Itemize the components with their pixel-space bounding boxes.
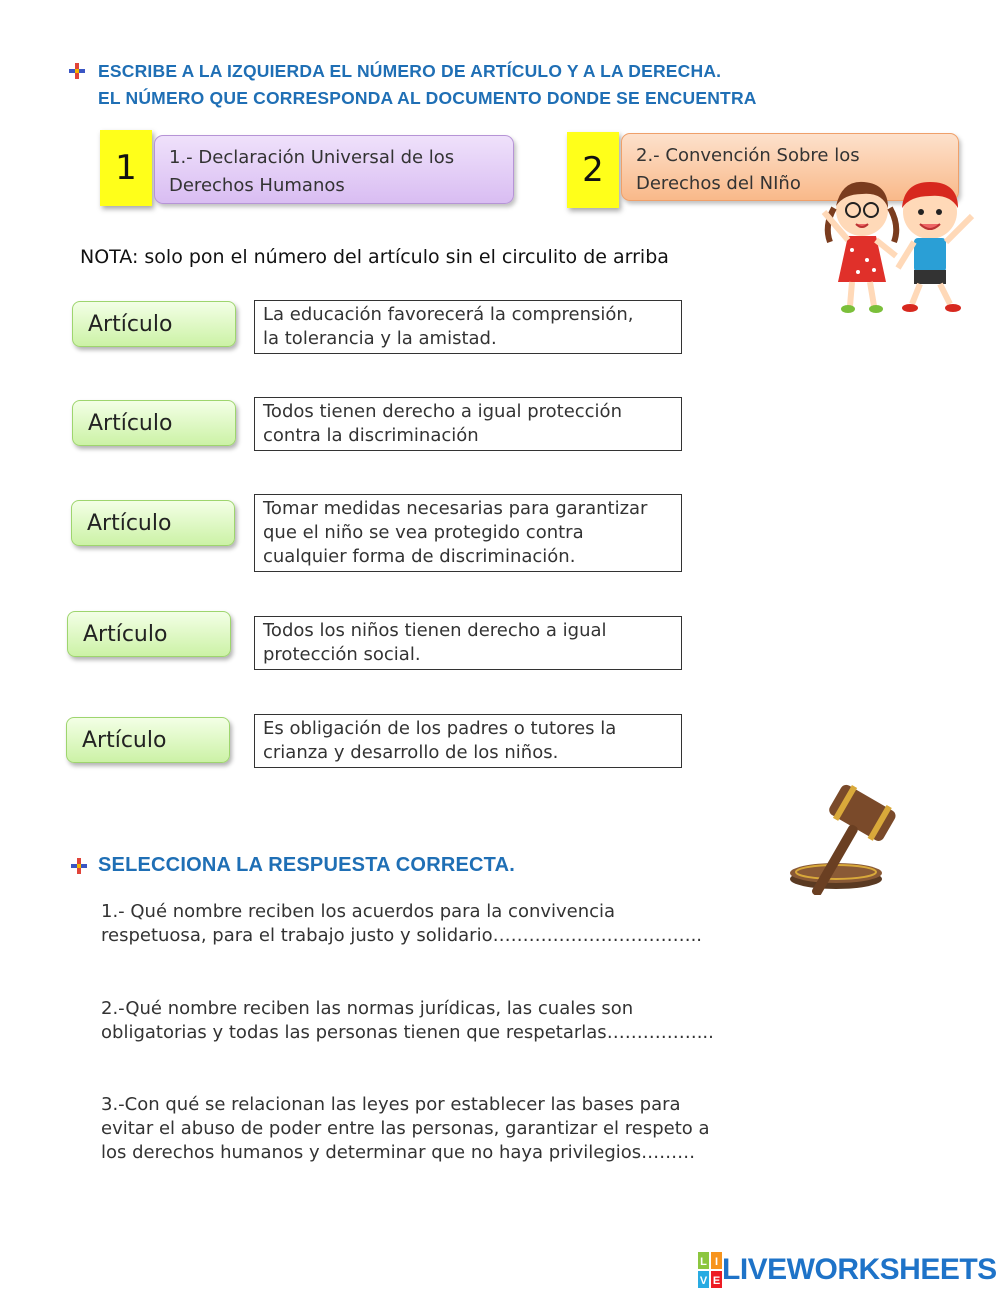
logo-letter: E	[712, 1275, 721, 1287]
logo-text: LIVEWORKSHEETS	[722, 1253, 997, 1286]
article-input-5[interactable]: Artículo	[66, 717, 230, 763]
statement-line: Todos tienen derecho a igual protección	[263, 401, 622, 422]
article-statement-4	[254, 616, 682, 670]
article-input-1[interactable]: Artículo	[72, 301, 236, 347]
article-input-3[interactable]: Artículo	[71, 500, 235, 546]
question-line: 1.- Qué nombre reciben los acuerdos para la convivencia	[101, 901, 616, 922]
legend-document-1	[154, 135, 514, 204]
statement-line: Tomar medidas necesarias para garantizar	[263, 498, 648, 519]
article-input-4[interactable]: Artículo	[67, 611, 231, 657]
legend-document-1-line1: 1.- Declaración Universal de los	[169, 147, 455, 168]
statement-line: contra la discriminación	[263, 425, 479, 446]
logo-letter: L	[700, 1256, 707, 1268]
statement-line: la tolerancia y la amistad.	[263, 328, 497, 349]
statement-line: Es obligación de los padres o tutores la	[263, 718, 617, 739]
article-statement-3	[254, 494, 682, 572]
legend-document-2-line1: 2.- Convención Sobre los	[636, 145, 860, 166]
statement-line: protección social.	[263, 644, 421, 665]
question-2	[101, 997, 761, 1045]
section1-heading-line1: ESCRIBE A LA IZQUIERDA EL NÚMERO DE ARTÍCULO Y A LA DERECHA.	[98, 61, 722, 81]
liveworksheets-logo-icon	[698, 1252, 722, 1288]
question-line[interactable]: respetuosa, para el trabajo justo y solidario……………………………..	[101, 925, 703, 946]
question-line: 2.-Qué nombre reciben las normas jurídicas, las cuales son	[101, 998, 634, 1019]
question-line[interactable]: los derechos humanos y determinar que no haya privilegios………	[101, 1142, 696, 1163]
children-illustration	[812, 172, 982, 317]
article-statement-5	[254, 714, 682, 768]
article-input-2[interactable]: Artículo	[72, 400, 236, 446]
logo-letter: V	[699, 1275, 708, 1287]
liveworksheets-logo	[698, 1252, 997, 1288]
statement-line: La educación favorecerá la comprensión,	[263, 304, 634, 325]
statement-line: Todos los niños tienen derecho a igual	[263, 620, 607, 641]
section2-heading: SELECCIONA LA RESPUESTA CORRECTA.	[98, 854, 515, 876]
question-3	[101, 1093, 761, 1165]
statement-line: crianza y desarrollo de los niños.	[263, 742, 559, 763]
article-statement-1	[254, 300, 682, 354]
question-line: evitar el abuso de poder entre las personas, garantizar el respeto a	[101, 1118, 710, 1139]
legend-number-1: 1	[100, 130, 152, 206]
logo-letter: I	[714, 1256, 719, 1268]
legend-number-2: 2	[567, 132, 619, 208]
plus-bullet-icon	[68, 62, 86, 80]
legend-document-2-line2: Derechos del NIño	[636, 173, 801, 194]
legend-document-1-line2: Derechos Humanos	[169, 175, 345, 196]
article-statement-2	[254, 397, 682, 451]
question-line: 3.-Con qué se relacionan las leyes por establecer las bases para	[101, 1094, 681, 1115]
gavel-illustration	[780, 775, 962, 895]
statement-line: cualquier forma de discriminación.	[263, 546, 576, 567]
note-text: NOTA: solo pon el número del artículo sin el circulito de arriba	[80, 246, 669, 268]
statement-line: que el niño se vea protegido contra	[263, 522, 584, 543]
section1-heading-line2: EL NÚMERO QUE CORRESPONDA AL DOCUMENTO DONDE SE ENCUENTRA	[98, 88, 757, 108]
question-line[interactable]: obligatorias y todas las personas tienen que respetarlas……………...	[101, 1022, 714, 1043]
question-1	[101, 900, 761, 948]
plus-bullet-icon	[70, 857, 88, 875]
